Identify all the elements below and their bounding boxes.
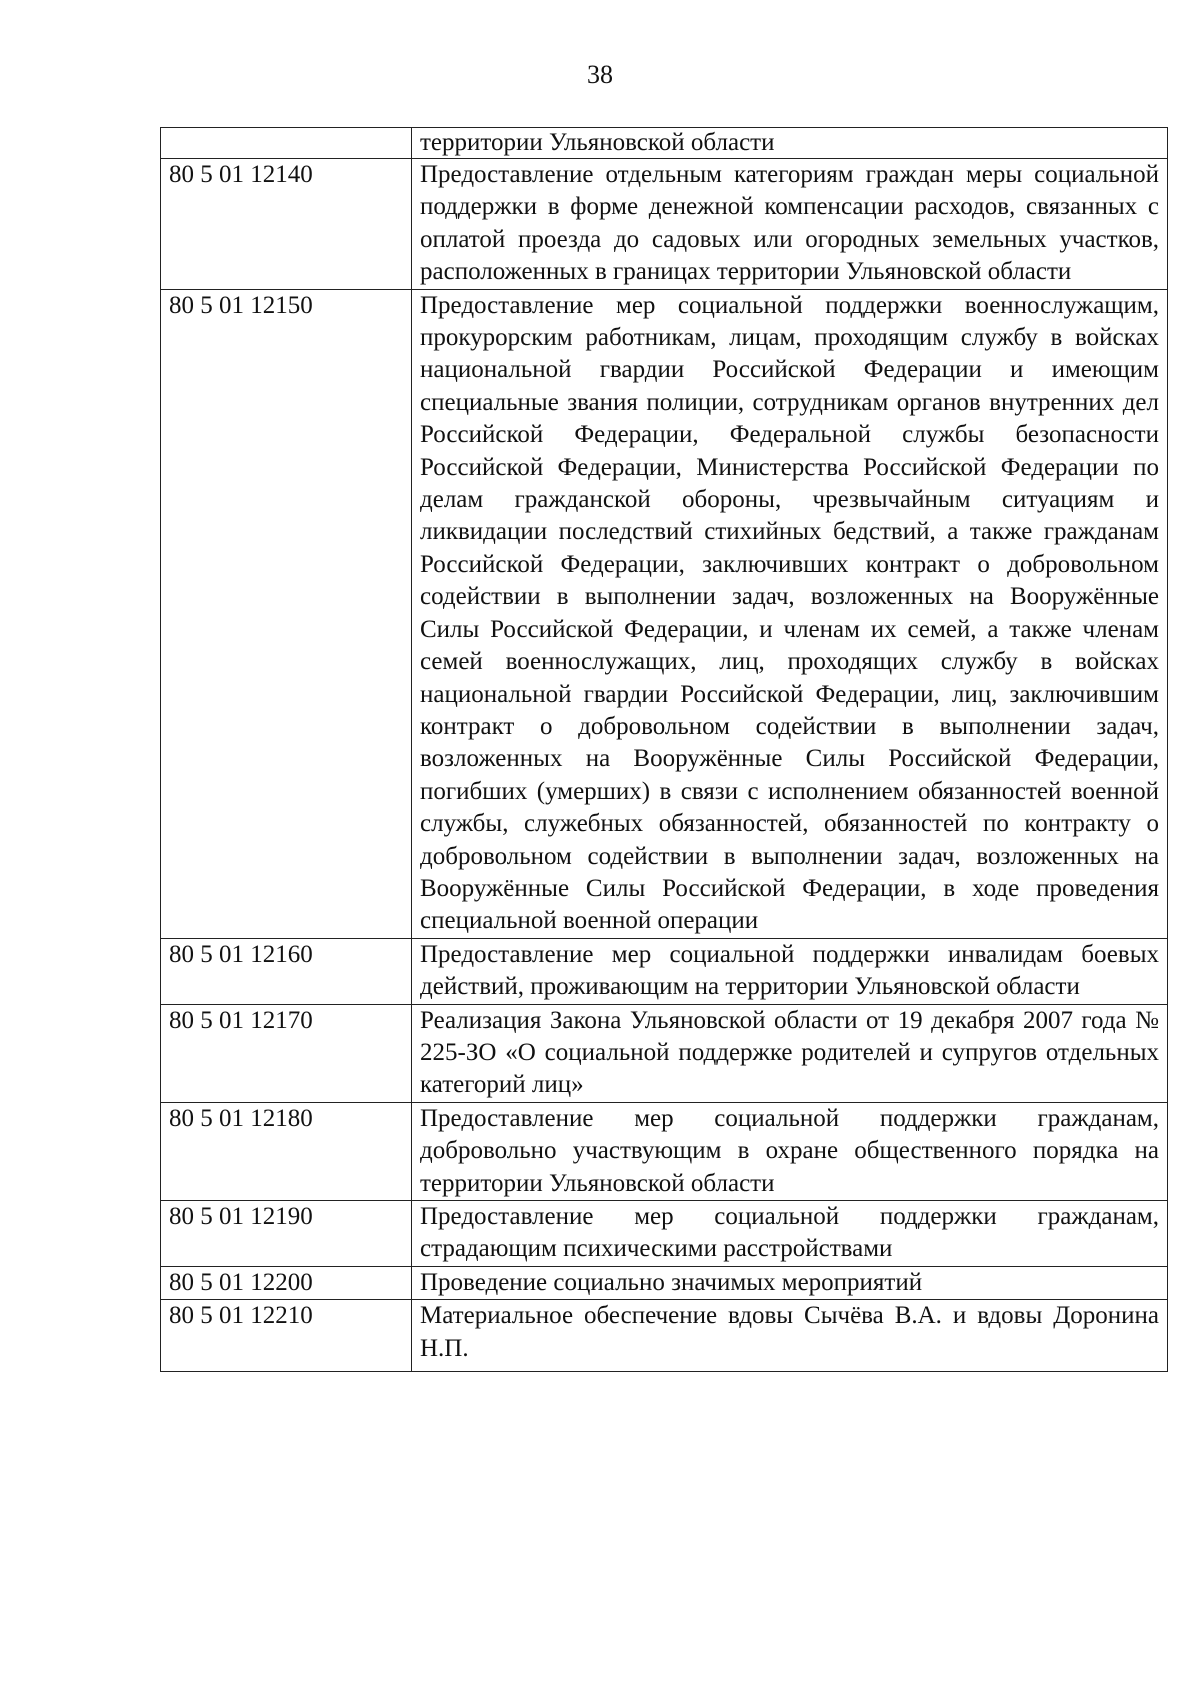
code-cell: 80 5 01 12140 bbox=[161, 159, 412, 290]
description-cell: Предоставление мер социальной поддержки инвалидам боевых действий, проживающим на территории Ульяновской области bbox=[412, 938, 1168, 1004]
description-cell: Предоставление мер социальной поддержки гражданам, страдающим психическими расстройствами bbox=[412, 1201, 1168, 1267]
table-row bbox=[161, 1004, 1168, 1102]
table-row bbox=[161, 1300, 1168, 1372]
table-row bbox=[161, 1102, 1168, 1200]
description-cell: Предоставление отдельным категориям граждан меры социальной поддержки в форме денежной компенсации расходов, связанных с оплатой проезда до садовых или огородных земельных участков, расположенных в границах территории Ульяновской области bbox=[412, 159, 1168, 290]
description-cell: Проведение социально значимых мероприятий bbox=[412, 1266, 1168, 1299]
code-cell: 80 5 01 12180 bbox=[161, 1102, 412, 1200]
code-cell bbox=[161, 128, 412, 159]
code-cell: 80 5 01 12190 bbox=[161, 1201, 412, 1267]
code-cell: 80 5 01 12160 bbox=[161, 938, 412, 1004]
page-number: 38 bbox=[587, 60, 613, 89]
table-row bbox=[161, 938, 1168, 1004]
code-cell: 80 5 01 12170 bbox=[161, 1004, 412, 1102]
table-row bbox=[161, 289, 1168, 938]
budget-code-table bbox=[160, 127, 1168, 1372]
description-cell: Предоставление мер социальной поддержки военнослужащим, прокурорским работникам, лицам, проходящим службу в войсках национальной гвардии Российской Федерации и имеющим специальные звания полиции, сотрудникам органов внутренних дел Российской Федерации, Федеральной службы безопасности Российской Федерации, Министерства Российской Федерации по делам гражданской обороны, чрезвычайным ситуациям и ликвидации последствий стихийных бедствий, а также гражданам Российской Федерации, заключивших контракт о добровольном содействии в выполнении задач, возложенных на Вооружённые Силы Российской Федерации, и членам их семей, а также членам семей военнослужащих, лиц, проходящих службу в войсках национальной гвардии Российской Федерации, лиц, заключившим контракт о добровольном содействии в выполнении задач, возложенных на Вооружённые Силы Российской Федерации, погибших (умерших) в связи с исполнением обязанностей военной службы, служебных обязанностей, обязанностей по контракту о добровольном содействии в выполнении задач, возложенных на Вооружённые Силы Российской Федерации, в ходе проведения специальной военной операции bbox=[412, 289, 1168, 938]
description-cell: Реализация Закона Ульяновской области от 19 декабря 2007 года № 225-ЗО «О социальной поддержке родителей и супругов отдельных категорий лиц» bbox=[412, 1004, 1168, 1102]
code-cell: 80 5 01 12210 bbox=[161, 1300, 412, 1372]
code-cell: 80 5 01 12200 bbox=[161, 1266, 412, 1299]
description-cell: Предоставление мер социальной поддержки гражданам, добровольно участвующим в охране общественного порядка на территории Ульяновской области bbox=[412, 1102, 1168, 1200]
table-row bbox=[161, 1201, 1168, 1267]
code-cell: 80 5 01 12150 bbox=[161, 289, 412, 938]
description-cell: Материальное обеспечение вдовы Сычёва В.А. и вдовы Доронина Н.П. bbox=[412, 1300, 1168, 1372]
table-row bbox=[161, 159, 1168, 290]
table-row bbox=[161, 128, 1168, 159]
description-cell: территории Ульяновской области bbox=[412, 128, 1168, 159]
table-row bbox=[161, 1266, 1168, 1299]
